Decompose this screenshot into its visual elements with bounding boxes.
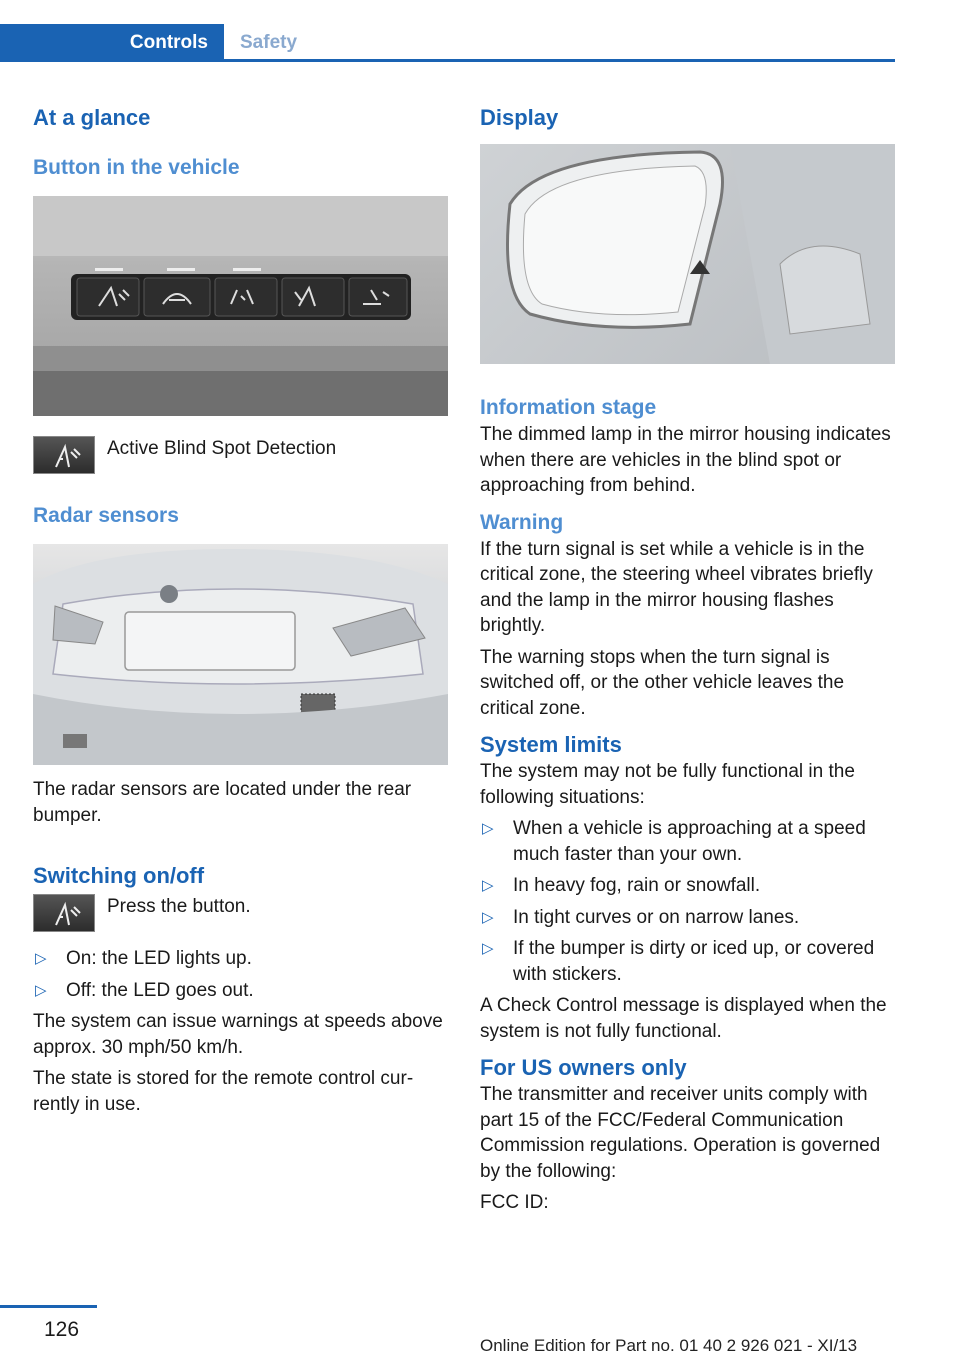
- triangle-right-icon: ▷: [482, 877, 494, 894]
- tab-bar: [0, 24, 895, 62]
- button-caption: Active Blind Spot Detection: [107, 438, 337, 459]
- list-item: ▷ In tight curves or on narrow lanes.: [480, 905, 895, 931]
- switch-list: [33, 946, 448, 1003]
- switch-text: Press the button.: [107, 896, 251, 917]
- right-column: [480, 96, 895, 1216]
- button-legend: [33, 436, 448, 474]
- check-control-text: A Check Control message is displayed when the system is not fully functional.: [480, 995, 887, 1042]
- warning-text: If the turn signal is set while a vehicle is in the critical zone, the steering wheel vibrates briefly and the lamp in the mirror housing flashes brightly.: [480, 538, 873, 636]
- list-item: ▷ Off: the LED goes out.: [33, 978, 448, 1004]
- switch-button-row: [33, 894, 448, 932]
- switch-heading: Switching on/off: [33, 863, 205, 888]
- blind-spot-icon: [33, 894, 95, 932]
- subsection-title: Button in the vehicle: [33, 156, 240, 179]
- triangle-right-icon: ▷: [482, 940, 494, 957]
- left-column: [33, 96, 448, 1117]
- section-title: At a glance: [33, 105, 151, 130]
- info-text: The dimmed lamp in the mirror housing indicates when there are vehicles in the blind spot or approaching from behind.: [480, 424, 891, 496]
- warning-text-2: The warning stops when the turn signal is switched off, or the other vehicle leaves the critical zone.: [480, 646, 845, 719]
- radar-sensor-image: [33, 544, 448, 765]
- info-heading: Information stage: [480, 396, 657, 419]
- mirror-image: [480, 144, 895, 364]
- us-text: The transmitter and receiver units comply with part 15 of the FCC/Federal Communication Commission regulations. Operation is governed by the following:: [480, 1084, 881, 1182]
- triangle-right-icon: ▷: [35, 981, 47, 999]
- limits-text: The system may not be fully functional in the following situations:: [480, 761, 855, 808]
- list-item: ▷ If the bumper is dirty or iced up, or covered with stickers.: [482, 938, 875, 985]
- blind-spot-icon: [33, 436, 95, 474]
- triangle-right-icon: ▷: [482, 908, 494, 926]
- list-item: ▷ In heavy fog, rain or snowfall.: [480, 873, 895, 899]
- limits-heading: System limits: [480, 732, 622, 757]
- triangle-right-icon: ▷: [35, 950, 47, 967]
- speed-text: The system can issue warnings at speeds above approx. 30 mph/50 km/h.: [33, 1011, 443, 1058]
- radar-text: The radar sensors are located under the rear bumper.: [33, 779, 412, 826]
- footer-line: [0, 1305, 97, 1308]
- warning-heading: Warning: [480, 510, 564, 534]
- list-item: ▷ When a vehicle is approaching at a speed much faster than your own.: [482, 818, 866, 865]
- us-heading: For US owners only: [480, 1055, 687, 1080]
- tab-controls[interactable]: Controls: [0, 24, 224, 59]
- limits-list: [480, 816, 895, 987]
- radar-heading: Radar sensors: [33, 504, 179, 527]
- edition-text: Online Edition for Part no. 01 40 2 926 021 - XI/13: [480, 1336, 858, 1355]
- list-item: ▷ On: the LED lights up.: [33, 946, 448, 972]
- button-panel-image: [33, 196, 448, 416]
- display-heading: Display: [480, 105, 559, 130]
- tab-safety[interactable]: Safety: [240, 32, 298, 53]
- state-text: The state is stored for the remote control currently in use.: [33, 1068, 414, 1115]
- triangle-right-icon: ▷: [482, 820, 494, 837]
- fcc-id: FCC ID:: [480, 1192, 549, 1213]
- page-number: 126: [44, 1318, 80, 1341]
